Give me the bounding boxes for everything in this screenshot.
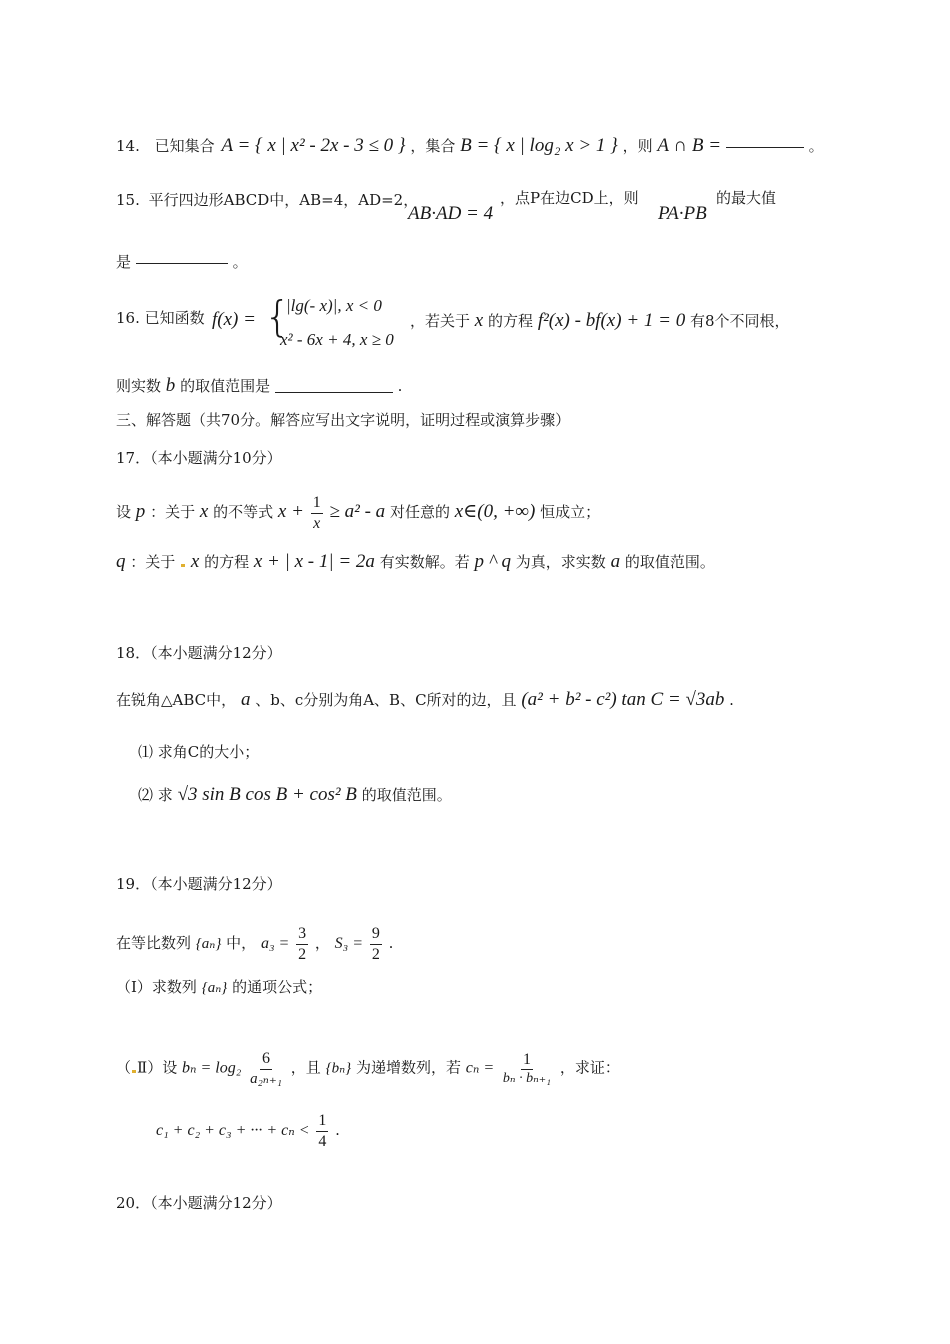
q16-text-6: 的取值范围是 xyxy=(180,377,271,395)
q17-var-q: q xyxy=(116,551,126,572)
q19-s3-num: 9 xyxy=(370,925,382,945)
q17-text-g: 的方程 xyxy=(204,553,250,571)
q18-text-a: 在锐角△ABC中， xyxy=(116,691,237,709)
q15-line-2 xyxy=(116,255,248,270)
q15-text-2: ，点P在边CD上，则 xyxy=(500,189,639,207)
q15-end: 。 xyxy=(232,253,248,271)
q15-answer-blank xyxy=(136,262,228,264)
q17-text-b: ：关于 xyxy=(150,503,196,522)
q17-var-p: p xyxy=(135,501,146,523)
q19-heading: 19．（本小题满分12分） xyxy=(116,875,282,893)
q19-sum-end: . xyxy=(335,1121,340,1140)
q17-text-f: ：关于 xyxy=(130,553,176,571)
q16-end: . xyxy=(397,377,403,395)
question-14 xyxy=(116,136,824,155)
q19-seq-bn: {bₙ} xyxy=(325,1060,352,1077)
q16-continued xyxy=(410,311,790,330)
q19-part-2-c: 为递增数列，若 xyxy=(355,1058,461,1077)
q17-text-e: 恒成立； xyxy=(540,503,601,522)
q16-text-4: 有8个不同根， xyxy=(690,312,790,330)
q17-text-d: 对任意的 xyxy=(389,503,450,522)
q17-equation: x + | x - 1| = 2a xyxy=(253,551,375,572)
q17-text-h: 有实数解。若 xyxy=(379,553,470,571)
q14-text-2: ，集合 xyxy=(410,137,456,155)
q17-range: x∈(0, +∞) xyxy=(454,501,536,523)
q15-number: 15. xyxy=(116,191,140,209)
q19-a3-num: 3 xyxy=(296,925,308,945)
q19-sum-fraction xyxy=(316,1112,328,1150)
q17-text-c: 的不等式 xyxy=(213,503,274,522)
q19-a3-fraction xyxy=(296,925,308,963)
q19-seq-an: {aₙ} xyxy=(195,936,222,953)
q19-cn: cₙ = xyxy=(465,1059,495,1077)
q18-line-1 xyxy=(116,690,734,709)
q14-intersection: A ∩ B = xyxy=(657,135,722,156)
q18-expression: √3 sin B cos B + cos² B xyxy=(177,784,357,805)
q17-ineq-b: ≥ a² - a xyxy=(329,501,386,523)
q17-ineq-a: x + xyxy=(277,501,304,523)
q19-sum: c₁ + c₂ + c₃ + ··· + cₙ < xyxy=(156,1122,310,1140)
q16-case-2: x² - 6x + 4, x ≥ 0 xyxy=(280,330,394,349)
q16-piecewise-brace: { xyxy=(264,292,291,341)
q17-var-x2: x xyxy=(190,551,200,572)
q20-heading: 20．（本小题满分12分） xyxy=(116,1194,282,1212)
q19-a3-den: 2 xyxy=(298,945,307,963)
q19-bn-num: 6 xyxy=(260,1050,272,1070)
q16-case-1: |lg(- x)|, x < 0 xyxy=(286,296,382,315)
q19-a3: a₃ = xyxy=(260,935,290,953)
q19-s3-den: 2 xyxy=(371,945,380,963)
q19-line-1 xyxy=(116,925,393,963)
q16-text-1: 已知函数 xyxy=(144,309,205,327)
q19-part-1 xyxy=(116,980,322,996)
q19-inequality xyxy=(156,1112,340,1150)
q14-end: 。 xyxy=(808,137,824,155)
q17-var-x: x xyxy=(199,501,209,523)
q17-frac-den: x xyxy=(313,514,321,532)
q19-bn: bₙ = log₂ xyxy=(182,1059,242,1077)
q19-sum-num: 1 xyxy=(316,1112,328,1132)
q14-set-a: A = { x | x² - 2x - 3 ≤ 0 } xyxy=(221,135,406,156)
q15-text-1: 平行四边形ABCD中，AB=4，AD=2， xyxy=(148,191,419,209)
q15-continued xyxy=(500,191,639,206)
q17-fraction xyxy=(311,494,323,532)
q18-condition: (a² + b² - c²) tan C = √3ab xyxy=(521,689,725,710)
q18-var-a: a xyxy=(240,689,251,710)
q17-frac-num: 1 xyxy=(311,494,323,514)
q14-set-b: B = { x | log₂ x > 1 } xyxy=(460,135,618,156)
q19-bn-den: a₂ₙ₊₁ xyxy=(250,1070,283,1087)
q19-end: . xyxy=(388,934,394,953)
q19-seq-an-2: {aₙ} xyxy=(201,980,228,996)
q17-var-a: a xyxy=(610,551,621,572)
q18-sub-2-b: 的取值范围。 xyxy=(361,786,452,804)
q19-text-b: 中， xyxy=(226,934,257,953)
q16-function: f(x) = xyxy=(212,309,256,330)
q18-text-b: 、b、c分别为角A、B、C所对的边，且 xyxy=(255,691,517,709)
q16-var-b: b xyxy=(165,375,176,396)
q19-cn-fraction xyxy=(501,1051,553,1087)
q16-text-2: ，若关于 xyxy=(410,312,471,330)
section-3-heading: 三、解答题（共70分。解答应写出文字说明，证明过程或演算步骤） xyxy=(116,411,571,429)
q19-part-2 xyxy=(116,1050,620,1087)
q19-sum-den: 4 xyxy=(318,1132,327,1150)
q18-sub-1: ⑴ 求角C的大小； xyxy=(138,743,260,761)
q18-heading: 18．（本小题满分12分） xyxy=(116,644,282,662)
q19-s3: S₃ = xyxy=(334,935,364,953)
q19-cn-num: 1 xyxy=(521,1051,533,1071)
q15-dot-product: AB·AD = 4 xyxy=(408,203,494,224)
q19-part-2-roman: Ⅱ）设 xyxy=(137,1058,178,1077)
q19-part-2-open: （ xyxy=(116,1058,132,1077)
q14-number: 14. xyxy=(116,137,140,155)
q18-end: . xyxy=(729,691,734,709)
q17-line-1 xyxy=(116,494,600,532)
q17-text-j: 的取值范围。 xyxy=(624,553,715,571)
q17-heading: 17．（本小题满分10分） xyxy=(116,449,282,467)
question-16 xyxy=(116,311,205,326)
q16-text-5: 则实数 xyxy=(116,377,162,395)
q16-text-3: 的方程 xyxy=(488,312,534,330)
q17-mark-dot xyxy=(181,564,185,567)
q16-line-2 xyxy=(116,376,402,395)
q19-cn-den: bₙ · bₙ₊₁ xyxy=(502,1071,552,1087)
q18-sub-2 xyxy=(138,785,452,804)
q14-text-3: ，则 xyxy=(622,137,653,155)
q19-sep: ， xyxy=(314,934,330,953)
q15-pa-pb: PA·PB xyxy=(658,203,707,224)
q19-part-2-d: ，求证： xyxy=(559,1058,620,1077)
q16-var-x: x xyxy=(474,310,484,331)
q19-bn-fraction xyxy=(248,1050,284,1087)
question-15 xyxy=(116,193,418,208)
q17-line-2 xyxy=(116,552,715,571)
q19-part-1-a: （Ⅰ）求数列 xyxy=(116,978,197,996)
q17-text-i: 为真，求实数 xyxy=(515,553,606,571)
q19-s3-fraction xyxy=(370,925,382,963)
q19-text-a: 在等比数列 xyxy=(116,934,192,953)
q16-number: 16. xyxy=(116,309,140,327)
q15-text-3: 的最大值 xyxy=(716,189,777,207)
q19-part-1-b: 的通项公式； xyxy=(232,978,323,996)
q19-part-2-b: ，且 xyxy=(290,1058,321,1077)
q14-answer-blank xyxy=(726,146,804,148)
q16-equation: f²(x) - bf(x) + 1 = 0 xyxy=(537,310,686,331)
q15-text-4: 是 xyxy=(116,253,132,271)
q18-sub-2-a: ⑵ 求 xyxy=(138,786,173,804)
q14-text-1: 已知集合 xyxy=(154,137,215,155)
q19-mark-dot xyxy=(132,1070,136,1073)
q17-p-and-q: p ^ q xyxy=(474,551,512,572)
q17-text-a: 设 xyxy=(116,503,132,522)
q16-answer-blank xyxy=(275,391,393,393)
